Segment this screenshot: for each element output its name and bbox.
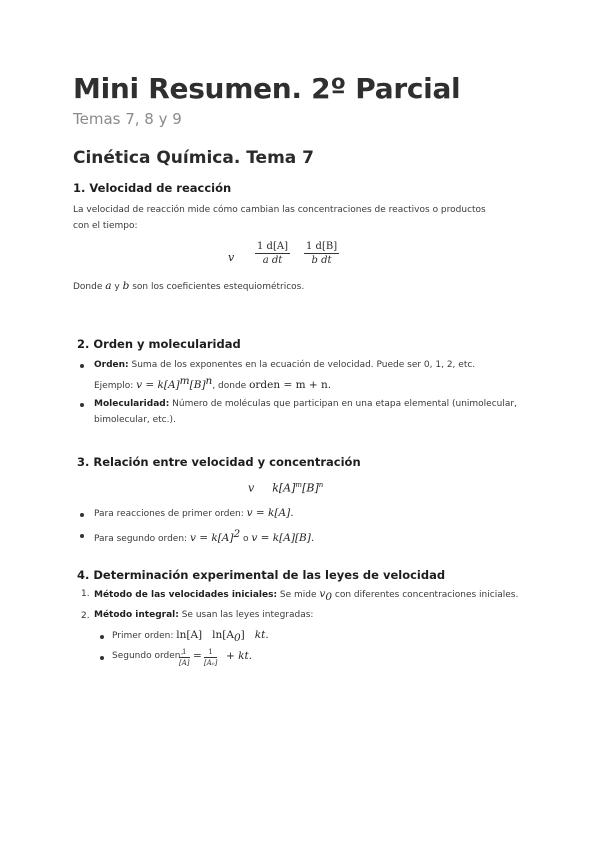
s1-note-a: a bbox=[105, 280, 112, 292]
s4-num-2: 2. bbox=[81, 611, 90, 621]
s3-item2-sup: 2 bbox=[233, 528, 241, 540]
s3-eq-rhs2: [B] bbox=[302, 481, 319, 495]
s4-item-1 bbox=[94, 586, 534, 605]
s3-eq-sup-m: m bbox=[295, 481, 303, 489]
s4-sub1-math4: kt. bbox=[254, 629, 269, 641]
page-title: Mini Resumen. 2º Parcial bbox=[73, 72, 461, 105]
s1-note-post: son los coeficientes estequiométricos. bbox=[129, 282, 305, 292]
s4-sub1-math3: ] bbox=[240, 629, 245, 641]
s3-eq-rhs: k[A] bbox=[272, 481, 296, 495]
s2-item1-text: Suma de los exponentes en la ecuación de velocidad. Puede ser 0, 1, 2, etc. bbox=[128, 360, 476, 370]
s1-frac2-den: b dt bbox=[311, 255, 332, 266]
s4-num-1: 1. bbox=[81, 589, 90, 599]
s4-sub-bullet-1 bbox=[100, 635, 104, 639]
s3-item1-pre: Para reacciones de primer orden: bbox=[94, 509, 247, 519]
s1-heading: 1. Velocidad de reacción bbox=[73, 181, 232, 195]
s3-eq-sup-n: n bbox=[318, 481, 324, 489]
section-title: Cinética Química. Tema 7 bbox=[73, 148, 315, 168]
s2-item1-sup-m: m bbox=[179, 375, 190, 387]
s2-bullet-1 bbox=[80, 364, 84, 368]
s4-item-2 bbox=[94, 607, 534, 623]
s1-frac1-den: a dt bbox=[262, 255, 283, 266]
s1-eq-v: v bbox=[228, 251, 235, 264]
s3-item2-mid: o bbox=[240, 534, 252, 544]
s2-item1-line2-mid: , donde bbox=[212, 381, 250, 391]
s4-item1-math: v bbox=[319, 588, 326, 600]
s1-frac2 bbox=[304, 241, 339, 266]
s4-heading: 4. Determinación experimental de las leyes de velocidad bbox=[77, 568, 446, 582]
s2-item2-label: Molecularidad: bbox=[94, 399, 170, 409]
s3-eq-v: v bbox=[248, 481, 255, 495]
s3-item-1 bbox=[94, 505, 534, 522]
s2-item1-label: Orden: bbox=[94, 360, 129, 370]
s3-eq bbox=[248, 481, 323, 495]
s4-item1-post: con diferentes concentraciones iniciales. bbox=[332, 590, 519, 600]
s4-sub2-frac2 bbox=[204, 648, 217, 667]
s4-sub2-frac2-den: [A₀] bbox=[204, 659, 218, 667]
s1-frac2-num: 1 d[B] bbox=[306, 241, 338, 252]
s4-sub1-sub: 0 bbox=[233, 631, 241, 644]
s4-sub1-math: ln[A] bbox=[176, 629, 203, 641]
s2-item1-math: v = k[A] bbox=[136, 379, 180, 391]
s3-item2-math: v = k[A] bbox=[189, 532, 234, 544]
s4-sub1-math2: ln[A bbox=[212, 629, 234, 641]
s1-note-pre: Donde bbox=[73, 282, 106, 292]
s4-sub-item-2-pre: Segundo orden: bbox=[112, 651, 184, 661]
s3-bullet-2 bbox=[80, 534, 84, 538]
s4-sub2-eq: = bbox=[193, 650, 202, 662]
s2-item-2 bbox=[94, 396, 534, 412]
s1-frac1-num: 1 d[A] bbox=[257, 241, 288, 252]
s2-item1-sup-n: n bbox=[205, 375, 213, 387]
s2-bullet-2 bbox=[80, 403, 84, 407]
s2-item1-line2-pre: Ejemplo: bbox=[94, 381, 137, 391]
s4-item1-label: Método de las velocidades iniciales: bbox=[94, 590, 278, 600]
s3-bullet-1 bbox=[80, 513, 84, 517]
s4-sub1-pre: Primer orden: bbox=[112, 631, 177, 641]
s4-sub2-frac1-num: 1 bbox=[179, 648, 190, 658]
s1-note-mid: y bbox=[111, 282, 123, 292]
s3-item2-math2: v = k[A][B]. bbox=[251, 532, 315, 544]
s2-heading: 2. Orden y molecularidad bbox=[77, 337, 241, 351]
s4-item1-pre: Se mide bbox=[277, 590, 320, 600]
s4-item2-label: Método integral: bbox=[94, 610, 179, 620]
s4-sub-item-1 bbox=[112, 627, 532, 646]
s2-item1-orden: orden = m + n. bbox=[249, 379, 332, 391]
s4-sub2-frac1-den: [A] bbox=[179, 659, 190, 667]
s2-item-2-line2: bimolecular, etc.). bbox=[94, 415, 176, 425]
s2-item2-text: Número de moléculas que participan en una etapa elemental (unimolecular, bbox=[169, 399, 517, 409]
s4-item2-text: Se usan las leyes integradas: bbox=[178, 610, 314, 620]
s1-note-b: b bbox=[122, 280, 130, 292]
s4-sub2-frac2-num: 1 bbox=[204, 648, 217, 658]
s3-heading: 3. Relación entre velocidad y concentración bbox=[77, 455, 361, 469]
s4-sub2-end: + kt. bbox=[226, 650, 253, 662]
page-subtitle: Temas 7, 8 y 9 bbox=[73, 110, 182, 128]
s3-item-2 bbox=[94, 526, 534, 547]
s3-item1-math: v = k[A]. bbox=[246, 507, 294, 519]
s2-item-1 bbox=[94, 357, 534, 373]
s2-item1-math2: [B] bbox=[189, 379, 206, 391]
s1-text: La velocidad de reacción mide cómo cambian las concentraciones de reactivos o productos con el tiempo: bbox=[73, 205, 486, 231]
s4-sub2-frac1 bbox=[179, 648, 190, 667]
s1-note bbox=[73, 278, 304, 295]
s4-item1-sub: 0 bbox=[325, 590, 333, 603]
s4-sub-bullet-2 bbox=[100, 656, 104, 660]
s3-item2-pre: Para segundo orden: bbox=[94, 534, 190, 544]
s2-item-1-line2 bbox=[94, 373, 534, 394]
s1-frac1 bbox=[255, 241, 290, 266]
